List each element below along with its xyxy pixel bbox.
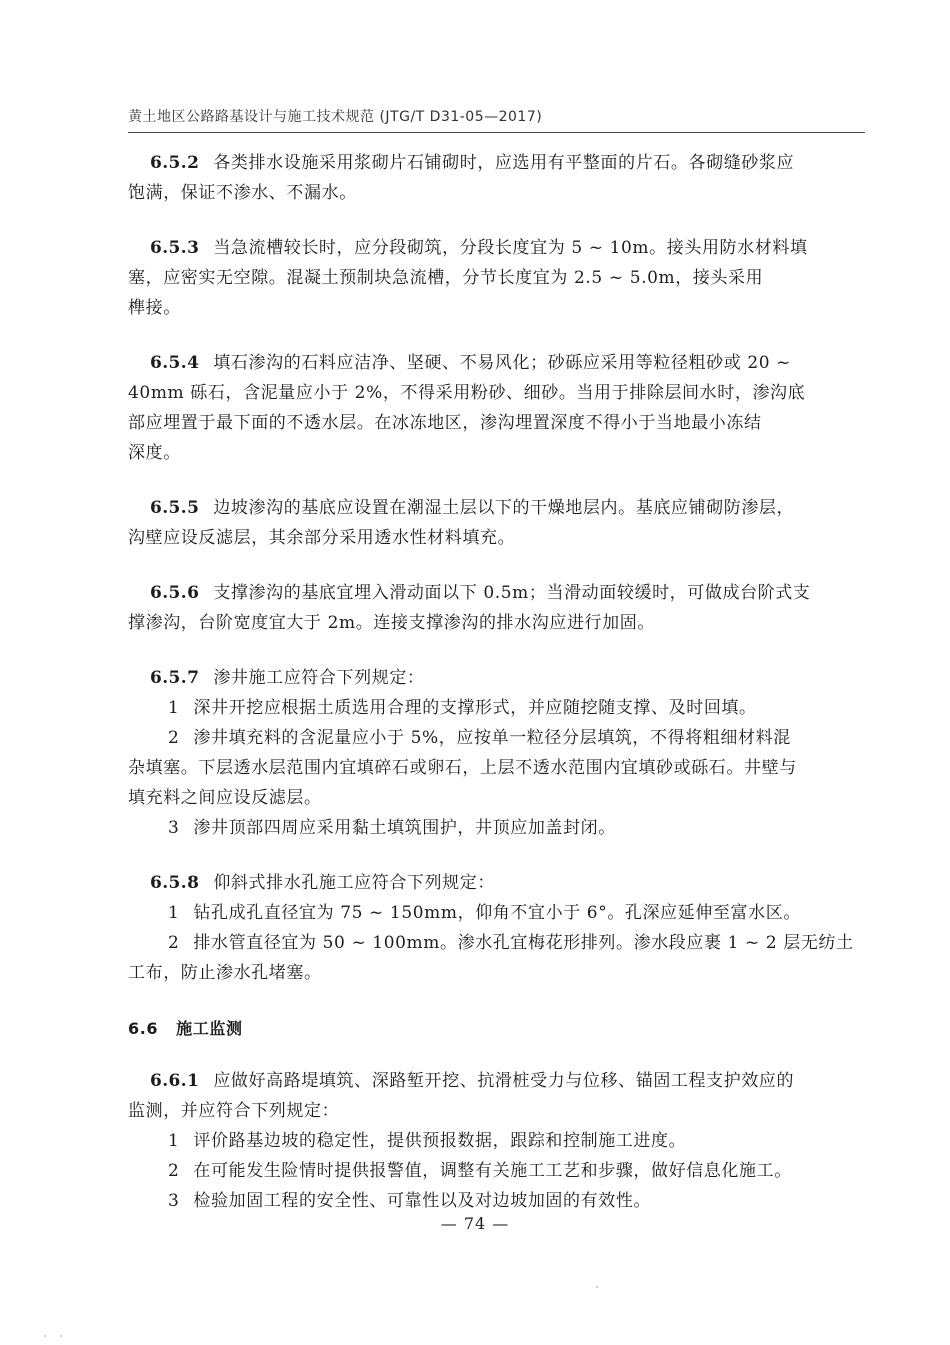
clause-6-5-8: [128, 868, 865, 988]
page-number: — 74 —: [440, 1214, 510, 1233]
clause-number: 6.5.3: [150, 238, 200, 258]
item-text-line: 工布，防止渗水孔堵塞。: [128, 963, 322, 983]
scan-speck: [60, 1335, 62, 1337]
clause-text-line: 饱满，保证不渗水、不漏水。: [128, 183, 357, 203]
scan-speck: [44, 1335, 46, 1337]
item-number: 2: [168, 933, 180, 953]
list-item: [128, 693, 865, 723]
item-text-line: 深井开挖应根据土质选用合理的支撑形式，并应随挖随支撑、及时回填。: [193, 698, 757, 718]
item-number: 1: [168, 698, 180, 718]
list-item: [128, 928, 865, 958]
clause-text-line: 各类排水设施采用浆砌片石铺砌时，应选用有平整面的片石。各砌缝砂浆应: [213, 153, 795, 173]
list-item: [128, 813, 865, 843]
clause-text-line: 当急流槽较长时，应分段砌筑，分段长度宜为 5 ~ 10m。接头用防水材料填: [213, 238, 808, 258]
clause-text-line: 支撑渗沟的基底宜埋入滑动面以下 0.5m；当滑动面较缓时，可做成台阶式支: [213, 583, 811, 603]
page-body: [128, 148, 865, 1216]
item-text-line: 在可能发生险情时提供报警值，调整有关施工工艺和步骤，做好信息化施工。: [193, 1161, 792, 1181]
clause-number: 6.5.7: [150, 668, 200, 688]
clause-text-line: 沟壁应设反滤层，其余部分采用透水性材料填充。: [128, 528, 516, 548]
item-text-line: 渗井顶部四周应采用黏土填筑围护，井顶应加盖封闭。: [193, 818, 616, 838]
clause-number: 6.6.1: [150, 1071, 200, 1091]
clause-number: 6.5.8: [150, 873, 200, 893]
clause-text-line: 填石渗沟的石料应洁净、坚硬、不易风化；砂砾应采用等粒径粗砂或 20 ~: [213, 353, 792, 373]
clause-text-line: 渗井施工应符合下列规定：: [213, 668, 425, 688]
item-text-line: 渗井填充料的含泥量应小于 5%，应按单一粒径分层填筑，不得将粗细材料混: [193, 728, 791, 748]
clause-number: 6.5.6: [150, 583, 200, 603]
list-item: [128, 1156, 865, 1186]
item-number: 1: [168, 1131, 180, 1151]
clause-text-line: 塞，应密实无空隙。混凝土预制块急流槽，分节长度宜为 2.5 ~ 5.0m，接头采用: [128, 268, 764, 288]
item-text-line: 填充料之间应设反滤层。: [128, 788, 322, 808]
clause-text-line: 监测，并应符合下列规定：: [128, 1101, 340, 1121]
clause-number: 6.5.2: [150, 153, 200, 173]
clause-number: 6.5.5: [150, 498, 200, 518]
list-item: [128, 723, 865, 753]
clause-text-line: 撑渗沟，台阶宽度宜大于 2m。连接支撑渗沟的排水沟应进行加固。: [128, 613, 655, 633]
section-heading: [128, 1014, 865, 1044]
clause-6-5-7: [128, 663, 865, 843]
item-text-line: 评价路基边坡的稳定性，提供预报数据，跟踪和控制施工进度。: [193, 1131, 687, 1151]
item-number: 2: [168, 1161, 180, 1181]
item-number: 3: [168, 818, 180, 838]
clause-6-6-1: [128, 1066, 865, 1216]
clause-text-line: 部应埋置于最下面的不透水层。在冰冻地区，渗沟埋置深度不得小于当地最小冻结: [128, 413, 762, 433]
list-item: [128, 898, 865, 928]
list-item: [128, 1126, 865, 1156]
section-title: 施工监测: [176, 1019, 243, 1038]
item-text-line: 钻孔成孔直径宜为 75 ~ 150mm，仰角不宜小于 6°。孔深应延伸至富水区。: [193, 903, 801, 923]
clause-text-line: 应做好高路堤填筑、深路堑开挖、抗滑桩受力与位移、锚固工程支护效应的: [213, 1071, 795, 1091]
clause-6-5-4: [128, 348, 865, 468]
header-rule: [128, 132, 865, 133]
clause-text-line: 仰斜式排水孔施工应符合下列规定：: [213, 873, 495, 893]
clause-number: 6.5.4: [150, 353, 200, 373]
scan-speck: [596, 1286, 598, 1288]
clause-6-5-2: [128, 148, 865, 208]
clause-text-line: 榫接。: [128, 298, 181, 318]
item-text-line: 杂填塞。下层透水层范围内宜填碎石或卵石，上层不透水范围内宜填砂或砾石。井壁与: [128, 758, 797, 778]
item-text-line: 排水管直径宜为 50 ~ 100mm。渗水孔宜梅花形排列。渗水段应裹 1 ~ 2 层无纺土: [193, 933, 854, 953]
clause-6-5-5: [128, 493, 865, 553]
running-header: 黄土地区公路路基设计与施工技术规范 (JTG/T D31-05—2017): [128, 109, 543, 125]
clause-text-line: 深度。: [128, 443, 181, 463]
item-number: 1: [168, 903, 180, 923]
clause-6-5-3: [128, 233, 865, 323]
item-text-line: 检验加固工程的安全性、可靠性以及对边坡加固的有效性。: [193, 1191, 652, 1211]
list-item: [128, 1186, 865, 1216]
section-number: 6.6: [128, 1019, 159, 1038]
clause-text-line: 40mm 砾石，含泥量应小于 2%，不得采用粉砂、细砂。当用于排除层间水时，渗沟底: [128, 383, 806, 403]
item-number: 2: [168, 728, 180, 748]
clause-6-5-6: [128, 578, 865, 638]
clause-text-line: 边坡渗沟的基底应设置在潮湿土层以下的干燥地层内。基底应铺砌防渗层，: [213, 498, 795, 518]
item-number: 3: [168, 1191, 180, 1211]
